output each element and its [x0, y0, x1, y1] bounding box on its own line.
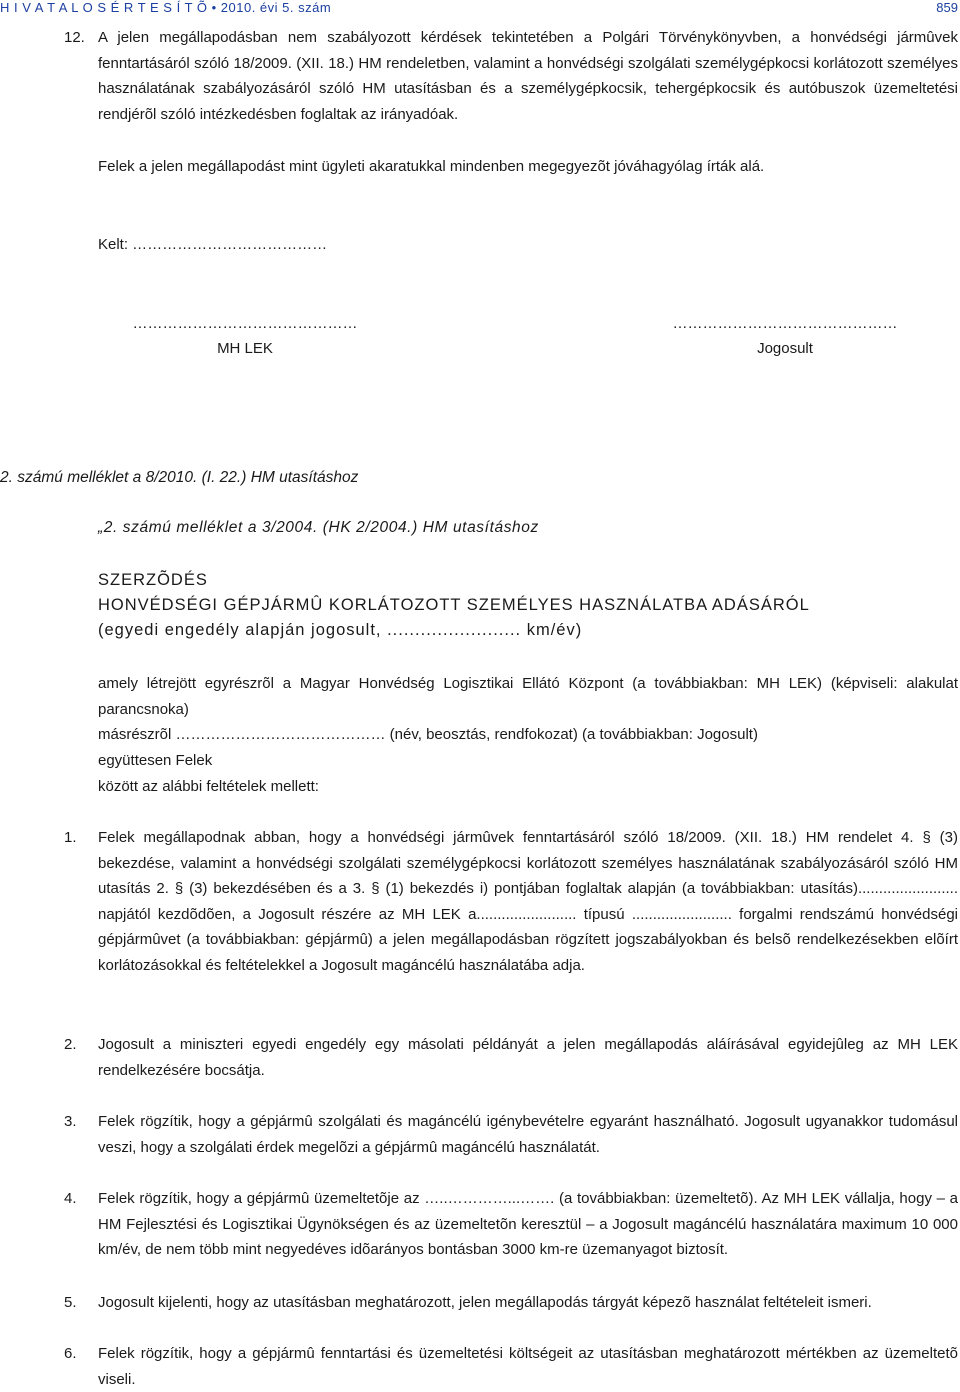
signature-label-left: MH LEK [217, 340, 273, 357]
intro-party-one: amely létrejött egyrészrõl a Magyar Honvédség Logisztikai Ellátó Központ (a továbbiakban: MH LEK) (képviseli: alakulat parancsnoka) [98, 675, 958, 718]
item-text: Jogosult a miniszteri egyedi engedély egy másolati példányát a jelen megállapodás aláírásával egyidejûleg az MH LEK rendelkezésére bocsátja. [98, 1036, 958, 1079]
intro-party-two: másrészrõl …………………………………… (név, beosztás, rendfokozat) (a továbbiakban: Jogosult) [98, 726, 758, 743]
signature-label-right: Jogosult [757, 340, 813, 357]
contract-subheading: (egyedi engedély alapján jogosult, ........................ km/év) [98, 621, 583, 639]
item-number: 3. [64, 1113, 77, 1130]
publication-title: H I V A T A L O S É R T E S Í T Õ • 2010. évi 5. szám [0, 0, 332, 15]
signature-line-left: ……………………………………… [132, 315, 358, 332]
item-number: 2. [64, 1036, 77, 1053]
signature-line-right: ……………………………………… [672, 315, 898, 332]
item-text: Felek megállapodnak abban, hogy a honvédségi jármûvek fenntartásáról szóló 18/2009. (XII. 18.) HM rendelet 4. § (3) bekezdése, valamint a honvédségi szolgálati személygépkocsi korlátozott személyes használatának szabályozásáról szóló HM utasítás 2. § (3) bekezdésében és a 3. § (1) bekezdés i) pontjában foglaltak alapján (a továbbiakban: utasítás)........................ napjától kezdõdõen, a Jogosult részére az MH LEK a........................ típusú ........................ forgalmi rendszámú honvédségi gépjármûvet (a továbbiakban: gépjármû) a jelen megállapodásban rögzített jogszabályokban és belsõ rendelkezésekben elõírt korlátozásokkal és feltételekkel a Jogosult magáncélú használatába adja. [98, 829, 958, 974]
item-number: 12. [64, 29, 85, 46]
item-number: 6. [64, 1345, 77, 1362]
date-place-line: Kelt: ………………………………… [98, 236, 328, 253]
annex-title: 2. számú melléklet a 8/2010. (I. 22.) HM utasításhoz [0, 469, 359, 486]
item-number: 5. [64, 1294, 77, 1311]
intro-conditions: között az alábbi feltételek mellett: [98, 778, 319, 795]
intro-together: együttesen Felek [98, 752, 213, 769]
item-text: Felek rögzítik, hogy a gépjármû fenntartási és üzemeltetési költségeit az utasításban meghatározott mértékben az üzemeltetõ viseli. [98, 1345, 958, 1388]
item-number: 4. [64, 1190, 77, 1207]
item-text: Jogosult kijelenti, hogy az utasításban meghatározott, jelen megállapodás tárgyát képezõ használat feltételeit ismeri. [98, 1294, 872, 1311]
annex-subtitle: „2. számú melléklet a 3/2004. (HK 2/2004.) HM utasításhoz [98, 519, 539, 536]
item-text: Felek rögzítik, hogy a gépjármû szolgálati és magáncélú igénybevételre egyaránt használható. Jogosult ugyanakkor tudomásul veszi, hogy a szolgálati érdek megelõzi a gépjármû magáncélú használatát. [98, 1113, 958, 1156]
page-header [0, 0, 960, 16]
item-text: A jelen megállapodásban nem szabályozott kérdések tekintetében a Polgári Törvénykönyvben, a honvédségi jármûvek fenntartásáról szóló 18/2009. (XII. 18.) HM rendeletben, valamint a honvédségi szolgálati személygépkocsi korlátozott személyes használatának szabályozásáról szóló HM utasításban és a személygépkocsik, tehergépkocsik és autóbuszok üzemeltetési rendjérõl szóló intézkedésben foglaltak az irányadóak. [98, 29, 958, 123]
page-number: 859 [936, 0, 958, 15]
contract-title: SZERZÕDÉS [98, 571, 208, 589]
closing-statement: Felek a jelen megállapodást mint ügyleti akaratukkal mindenben megegyezõt jóváhagyólag írták alá. [98, 158, 765, 175]
item-number: 1. [64, 829, 77, 846]
contract-heading: HONVÉDSÉGI GÉPJÁRMÛ KORLÁTOZOTT SZEMÉLYES HASZNÁLATBA ADÁSÁRÓL [98, 596, 810, 614]
item-text: Felek rögzítik, hogy a gépjármû üzemeltetõje az …..…………...……. (a továbbiakban: üzemeltetõ). Az MH LEK vállalja, hogy – a HM Fejlesztési és Logisztikai Ügynökségen és az üzemeltetõn keresztül – a Jogosult magáncélú használatára maximum 10 000 km/év, de nem több mint negyedéves idõarányos bontásban 3000 km-re üzemanyagot biztosít. [98, 1190, 958, 1258]
